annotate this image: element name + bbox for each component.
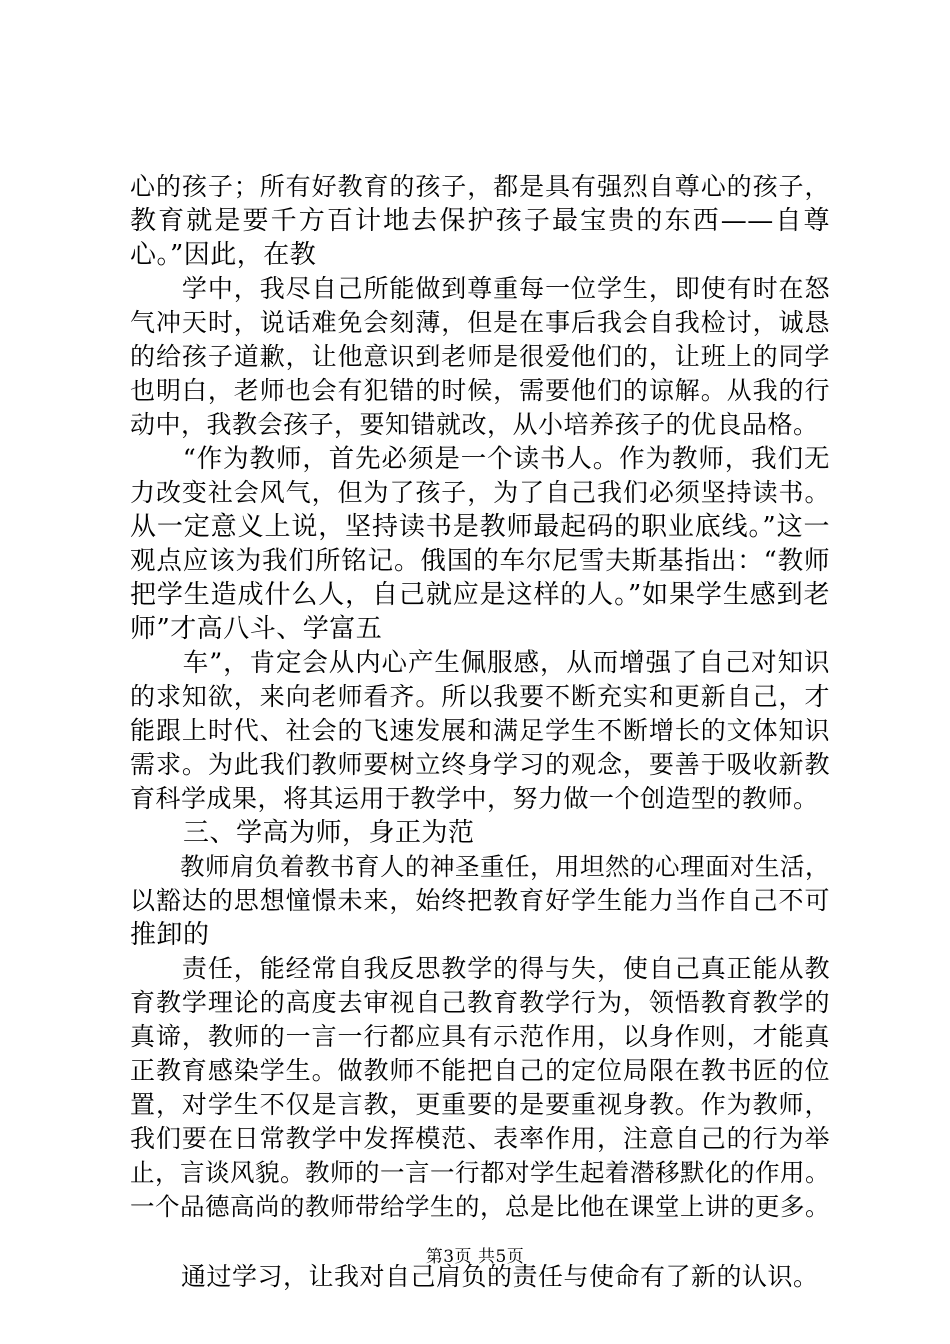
page-footer: 第3页 共5页: [425, 1247, 525, 1267]
text-line: 的给孩子道歉，让他意识到老师是很爱他们的，让班上的同学: [130, 342, 830, 371]
text-line: 从一定意义上说，坚持读书是教师最起码的职业底线。”这一: [130, 512, 830, 542]
text-line: 车”，肯定会从内心产生佩服感，从而增强了自己对知识: [130, 648, 830, 678]
text-line: “作为教师，首先必须是一个读书人。作为教师，我们无: [130, 444, 830, 474]
text-line: 气冲天时，说话难免会刻薄，但是在事后我会自我检讨，诚恳: [130, 308, 830, 337]
text-line: 置，对学生不仅是言教，更重要的是要重视身教。作为教师，: [130, 1090, 830, 1119]
text-line: 三、学高为师，身正为范: [130, 818, 475, 848]
text-line: 正教育感染学生。做教师不能把自己的定位局限在教书匠的位: [130, 1056, 830, 1085]
text-line: 一个品德高尚的教师带给学生的，总是比他在课堂上讲的更多。: [130, 1192, 830, 1221]
text-line: 育科学成果，将其运用于教学中，努力做一个创造型的教师。: [130, 784, 819, 813]
text-line: 的求知欲，来向老师看齐。所以我要不断充实和更新自己，才: [130, 682, 830, 711]
text-line: 以豁达的思想憧憬未来，始终把教育好学生能力当作自己不可: [130, 886, 830, 915]
text-line: 推卸的: [130, 920, 210, 950]
text-line: 能跟上时代、社会的飞速发展和满足学生不断增长的文体知识: [130, 716, 830, 745]
text-line: 师”才高八斗、学富五: [130, 614, 383, 644]
text-line: 心的孩子；所有好教育的孩子，都是具有强烈自尊心的孩子，: [130, 172, 830, 201]
text-line: 责任，能经常自我反思教学的得与失，使自己真正能从教: [130, 954, 830, 983]
text-line: 也明白，老师也会有犯错的时候，需要他们的谅解。从我的行: [130, 376, 830, 405]
text-line: 教师肩负着教书育人的神圣重任，用坦然的心理面对生活，: [130, 852, 830, 881]
document-body: [130, 170, 830, 1294]
text-line: 学中，我尽自己所能做到尊重每一位学生，即使有时在怒: [130, 274, 830, 303]
text-line: 把学生造成什么人，自己就应是这样的人。”如果学生感到老: [130, 580, 830, 610]
text-line: 观点应该为我们所铭记。俄国的车尔尼雪夫斯基指出：“教师: [130, 546, 830, 576]
closing-line: 通过学习，让我对自己肩负的责任与使命有了新的认识。: [130, 1262, 819, 1291]
text-line: 育教学理论的高度去审视自己教育教学行为，领悟教育教学的: [130, 988, 830, 1017]
text-line: 需求。为此我们教师要树立终身学习的观念，要善于吸收新教: [130, 750, 830, 779]
text-line: 我们要在日常教学中发挥模范、表率作用，注意自己的行为举: [130, 1124, 830, 1153]
text-line: 力改变社会风气，但为了孩子，为了自己我们必须坚持读书。: [130, 478, 830, 507]
text-line: 教育就是要千方百计地去保护孩子最宝贵的东西——自尊: [130, 206, 830, 236]
text-line: 真谛，教师的一言一行都应具有示范作用，以身作则，才能真: [130, 1022, 830, 1051]
text-line: 心。”因此，在教: [130, 240, 317, 270]
text-line: 动中，我教会孩子，要知错就改，从小培养孩子的优良品格。: [130, 410, 819, 439]
text-line: 止，言谈风貌。教师的一言一行都对学生起着潜移默化的作用。: [130, 1158, 830, 1187]
